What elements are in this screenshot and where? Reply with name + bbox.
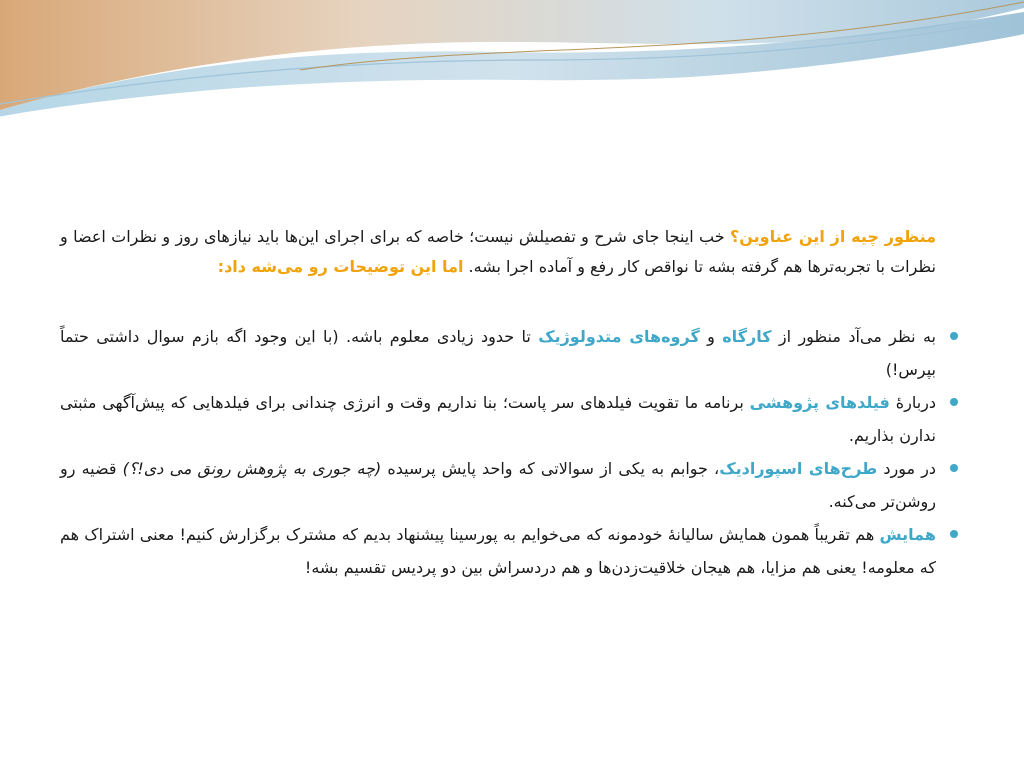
- bullet-dot-icon: [950, 398, 958, 406]
- bullet-dot-icon: [950, 464, 958, 472]
- text-segment: در مورد: [877, 459, 936, 478]
- bullet-dot-icon: [950, 530, 958, 538]
- list-item: [60, 452, 936, 518]
- bullet-list: [60, 320, 936, 584]
- text-segment: به نظر می‌آد منظور از: [771, 327, 936, 346]
- header-wave-decoration: [0, 0, 1024, 130]
- list-item: [60, 518, 936, 584]
- highlight-research-fields: فیلدهای پژوهشی: [749, 393, 890, 412]
- text-segment: برنامه ما تقویت فیلدهای سر پاست؛ بنا نداریم وقت و انرژی چندانی برای فیلدهایی که پیش‌آگهی مثبتی ندارن بذاریم.: [60, 393, 936, 445]
- list-item: [60, 320, 936, 386]
- highlight-sporadic-projects: طرح‌های اسپورادیک: [719, 459, 878, 478]
- highlight-workshop: کارگاه: [722, 327, 772, 346]
- intro-question: منظور چیه از این عناوین؟: [729, 227, 937, 246]
- text-segment: تا حدود زیادی معلوم باشه. (با این وجود اگه بازم سوال داشتی حتماً بپرس!): [60, 327, 936, 379]
- text-segment: قضیه رو روشن‌تر می‌کنه.: [60, 459, 936, 511]
- text-segment: هم تقریباً همون همایش سالیانۀ خودمونه که می‌خوایم به پورسینا پیشنهاد بدیم که مشترک برگزارش کنیم! معنی اشتراک هم که معلومه! یعنی هم مزایا، هم هیجان خلاقیت‌زدن‌ها و هم دردسراش بین دو پردیس تقسیم بشه!: [60, 525, 936, 577]
- bullet-dot-icon: [950, 332, 958, 340]
- list-item: [60, 386, 936, 452]
- slide-body: [60, 222, 936, 584]
- text-segment: و: [699, 327, 723, 346]
- highlight-conference: همایش: [879, 525, 936, 544]
- intro-text: خب اینجا جای شرح و تفصیلش نیست؛ خاصه که برای اجرای این‌ها باید نیازهای روز و نظرات اعضا و نظرات با تجربه‌ترها هم گرفته بشه تا نواقص کار رفع و آماده اجرا بشه.: [60, 227, 936, 276]
- text-segment: دربارۀ: [889, 393, 936, 412]
- text-segment: ، جوابم به یکی از سوالاتی که واحد پایش پرسیده: [381, 459, 720, 478]
- highlight-methodology-groups: گروه‌های متدولوژیک: [538, 327, 700, 346]
- intro-paragraph: [60, 222, 936, 282]
- intro-closing: اما این توضیحات رو می‌شه داد:: [217, 257, 464, 276]
- italic-quote: (چه جوری به پژوهش رونق می دی!؟): [122, 459, 382, 478]
